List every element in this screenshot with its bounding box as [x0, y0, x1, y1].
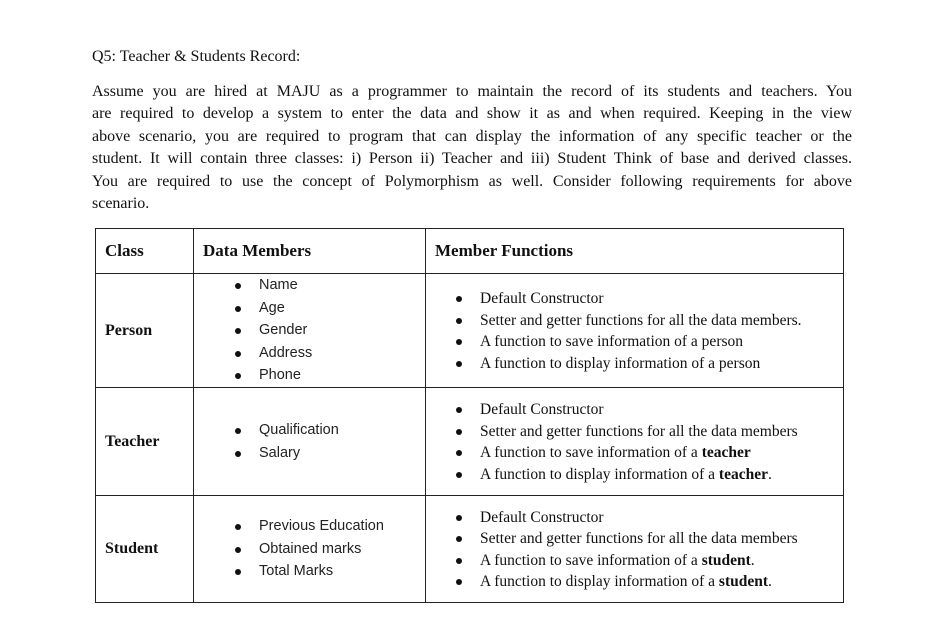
member-functions-cell — [426, 496, 844, 603]
data-members-cell — [194, 274, 426, 388]
member-functions-cell — [426, 274, 844, 388]
member-function-item: Setter and getter functions for all the data members. — [456, 311, 843, 331]
paragraph-line: You are required to use the concept of Polymorphism as well. Consider following requirements for above — [92, 172, 852, 190]
member-functions-list — [426, 289, 843, 374]
header-member-functions: Member Functions — [426, 229, 844, 274]
paragraph-line: are required to develop a system to enter the data and show it as and when required. Keeping in the view — [92, 105, 852, 123]
table-row-person — [96, 274, 844, 388]
member-function-item: Default Constructor — [456, 400, 843, 420]
paragraph-line: above scenario, you are required to program that can display the information of any specific teacher or the — [92, 127, 852, 145]
member-function-item: Default Constructor — [456, 289, 843, 309]
question-title: Q5: Teacher & Students Record: — [92, 48, 301, 65]
header-class: Class — [96, 229, 194, 274]
table-header-row — [96, 229, 844, 274]
data-member-item: Gender — [235, 319, 425, 342]
data-members-list — [194, 515, 425, 583]
class-name: Teacher — [96, 388, 194, 496]
data-member-item: Salary — [235, 442, 425, 465]
data-member-item: Phone — [235, 364, 425, 387]
member-function-item: A function to save information of a teacher — [456, 443, 843, 463]
paragraph-line: scenario. — [92, 195, 150, 213]
table-row-teacher — [96, 388, 844, 496]
member-function-item: Default Constructor — [456, 508, 843, 528]
requirements-table — [95, 228, 844, 603]
member-functions-list — [426, 508, 843, 593]
data-members-list — [194, 274, 425, 387]
paragraph-line: student. It will contain three classes: i) Person ii) Teacher and iii) Student Think of base and derived classes. — [92, 150, 852, 168]
member-function-item: A function to save information of a person — [456, 332, 843, 352]
data-member-item: Qualification — [235, 419, 425, 442]
question-paragraph — [92, 81, 852, 215]
member-function-item: Setter and getter functions for all the data members — [456, 529, 843, 549]
member-function-item: A function to save information of a student. — [456, 551, 843, 571]
data-members-cell — [194, 388, 426, 496]
member-function-item: A function to display information of a teacher. — [456, 465, 843, 485]
paragraph-line: Assume you are hired at MAJU as a programmer to maintain the record of its students and teachers. You — [92, 83, 852, 100]
member-function-item: A function to display information of a person — [456, 354, 843, 374]
table-row-student — [96, 496, 844, 603]
data-members-cell — [194, 496, 426, 603]
data-member-item: Address — [235, 342, 425, 365]
class-name: Person — [96, 274, 194, 388]
data-member-item: Total Marks — [235, 560, 425, 583]
header-data-members: Data Members — [194, 229, 426, 274]
member-function-item: Setter and getter functions for all the data members — [456, 422, 843, 442]
data-member-item: Age — [235, 297, 425, 320]
data-member-item: Obtained marks — [235, 538, 425, 561]
member-function-item: A function to display information of a student. — [456, 572, 843, 592]
data-member-item: Previous Education — [235, 515, 425, 538]
data-member-item: Name — [235, 274, 425, 297]
class-name: Student — [96, 496, 194, 603]
data-members-list — [194, 419, 425, 464]
member-functions-cell — [426, 388, 844, 496]
member-functions-list — [426, 400, 843, 485]
